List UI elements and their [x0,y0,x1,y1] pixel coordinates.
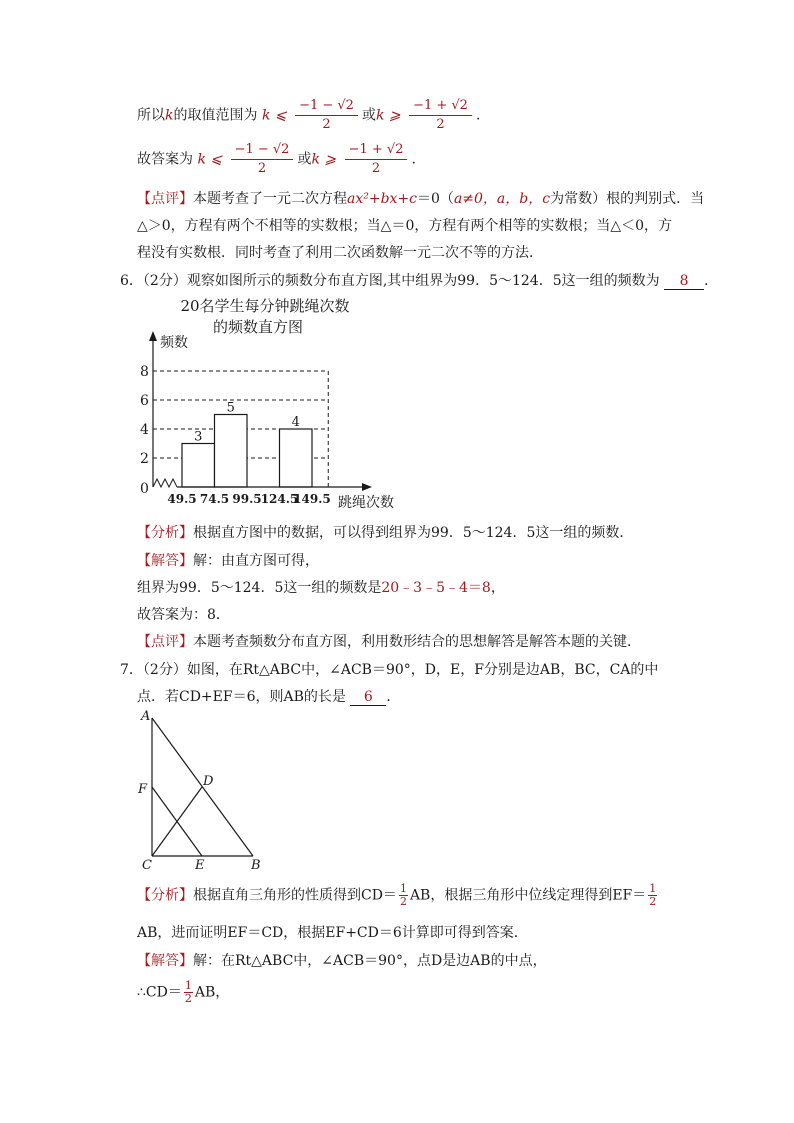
comment-5-tag: 【点评】 [137,191,193,207]
x-axis-label: 跳绳次数 [338,495,394,511]
solution-6-text-1: 解：由直方图可得， [193,553,319,569]
label-f: F [138,782,148,797]
question-6-answer: 8 [664,273,704,290]
answer-5-fraction-1 [231,141,294,178]
inequality-2: k ⩾ [375,107,401,124]
solution-6-line-1 [137,550,319,570]
y-axis-arrow [149,331,157,341]
x-axis-arrow [362,483,372,491]
answer-5-fraction-1-numerator: −1 − √2 [231,141,294,160]
x-tick-label: 124.5 [260,492,299,506]
analysis-7-tag: 【分析】 [137,887,193,904]
comment-6-tag: 【点评】 [137,634,193,650]
y-tick-label: 6 [140,393,149,409]
label-a: A [141,709,151,724]
fraction-2 [409,97,472,134]
fraction-1-numerator: −1 − √2 [295,97,358,116]
solution-7-line-1 [137,950,547,970]
analysis-7-fraction-2 [648,883,657,908]
question-7-line-2 [137,686,400,706]
analysis-7-text-b: AB，根据三角形中位线定理得到EF＝ [409,887,647,904]
comment-6-text: 本题考查频数分布直方图，利用数形结合的思想解答是解答本题的关键． [193,634,641,650]
solution-6-calc: 20﹣3﹣5﹣4＝8 [381,580,491,596]
inequality-1: k ⩽ [261,107,287,124]
fraction-2-numerator: −1 + √2 [409,97,472,116]
analysis-7-fraction-2-denominator: 2 [649,895,657,908]
histogram-title-line-1: 20名学生每分钟跳绳次数 [180,297,350,315]
answer-5-fraction-2-numerator: −1 + √2 [345,141,408,160]
histogram-bar [280,429,313,487]
solution-7-fraction [184,980,193,1005]
comment-5-line-2: △＞0，方程有两个不相等的实数根；当△＝0，方程有两个相等的实数根；当△＜0，方 [137,218,673,234]
question-7-line-1: 7．（2分）如图，在Rt△ABC中，∠ACB＝90°，D，E，F分别是边AB，BC，CA的中 [120,662,659,678]
y-tick-label: 2 [140,451,149,467]
comment-5-text-a: 本题考查了一元二次方程 [193,191,347,207]
label-e: E [195,858,205,873]
frequency-histogram [130,295,420,515]
comment-6 [137,631,641,651]
histogram-bar [215,415,248,488]
analysis-6-tag: 【分析】 [137,525,193,541]
analysis-7-line-2: AB，进而证明EF＝CD，根据EF+CD＝6计算即可得到答案． [137,925,528,941]
solution-7-tag: 【解答】 [137,953,193,969]
y-tick-label: 8 [140,364,149,380]
x-tick-label: 99.5 [232,492,262,506]
label-c: C [142,858,152,873]
bar-data-label: 3 [194,429,203,445]
analysis-7-text-a: 根据直角三角形的性质得到CD＝ [193,887,397,904]
comment-5-condition: a≠0，a，b，c [453,191,551,207]
solution-7-text-2a: ∴CD＝ [137,984,182,1001]
triangle-diagram [135,708,270,873]
bar-data-label: 5 [226,400,235,416]
answer-5-fraction-2 [345,141,408,178]
question-6-text: 6．（2分）观察如图所示的频数分布直方图,其中组界为99．5～124．5这一组的频数为 [120,273,660,289]
axis-break-zigzag [153,479,177,487]
comment-5-text-b: ＝0（ [417,191,454,207]
solution-6-tag: 【解答】 [137,553,193,569]
y-axis-label: 频数 [160,335,188,351]
answer-5-fraction-1-denominator: 2 [257,161,267,176]
histogram-title-line-2: 的频数直方图 [212,318,304,336]
range-end: . [475,107,481,124]
answer-5-prefix: 故答案为 [137,151,193,168]
label-d: D [203,774,214,789]
question-6-end: ． [704,273,719,289]
analysis-7-fraction-1-numerator: 1 [399,882,407,895]
question-6-stem [120,270,718,290]
fraction-1 [295,97,358,134]
fraction-1-denominator: 2 [322,117,331,132]
analysis-7-fraction-1 [399,883,408,908]
solution-7-text-2b: AB， [194,984,230,1001]
y-tick-label: 4 [140,422,149,438]
x-tick-label: 74.5 [199,492,230,506]
x-tick-label: 49.5 [167,492,197,506]
label-b: B [251,858,261,873]
analysis-7-fraction-1-denominator: 2 [399,895,407,908]
solution-6-text-2a: 组界为99．5～124．5这一组的频数是 [137,580,382,596]
origin-label: 0 [140,481,149,497]
question-7-end: ． [386,689,401,705]
solution-6-line-2 [137,577,505,597]
comment-5-line-1 [137,188,704,208]
answer-5-inequality-2: k ⩾ [311,151,337,168]
answer-5-or: 或 [297,151,312,168]
answer-5-end: . [411,151,416,168]
answer-5-inequality-1: k ⩽ [197,151,223,168]
answer-5-fraction-2-denominator: 2 [371,161,381,176]
variable-k: k [165,107,174,124]
range-prefix: 所以 [137,107,165,124]
bar-data-label: 4 [291,415,300,430]
solution-7-fraction-denominator: 2 [184,992,192,1005]
answer-5-line [137,141,416,178]
analysis-6 [137,522,633,542]
solution-7-fraction-numerator: 1 [184,979,192,992]
question-7-answer: 6 [350,689,386,706]
solution-7-line-2 [137,980,229,1005]
range-mid-text: 的取值范围为 [173,107,258,124]
range-line [137,97,480,134]
histogram-bar [182,444,215,488]
solution-7-text-1: 解：在Rt△ABC中，∠ACB＝90°，点D是边AB的中点， [193,953,547,969]
x-tick-label: 149.5 [293,492,331,506]
analysis-7-fraction-2-numerator: 1 [649,882,657,895]
solution-6-line-3: 故答案为：8． [137,607,230,623]
comment-5-equation: ax²+bx+c [347,191,418,207]
or-word: 或 [361,107,376,124]
solution-6-text-2c: ， [490,580,505,596]
comment-5-line-3: 程没有实数根．同时考查了利用二次函数解一元二次不等的方法． [137,245,543,261]
fraction-2-denominator: 2 [436,117,445,132]
analysis-6-text: 根据直方图中的数据，可以得到组界为99．5～124．5这一组的频数． [193,525,634,541]
comment-5-text-c: 为常数）根的判别式．当 [550,191,705,207]
analysis-7-line-1 [137,883,659,908]
question-7-text: 点．若CD+EF＝6，则AB的长是 [137,689,346,705]
